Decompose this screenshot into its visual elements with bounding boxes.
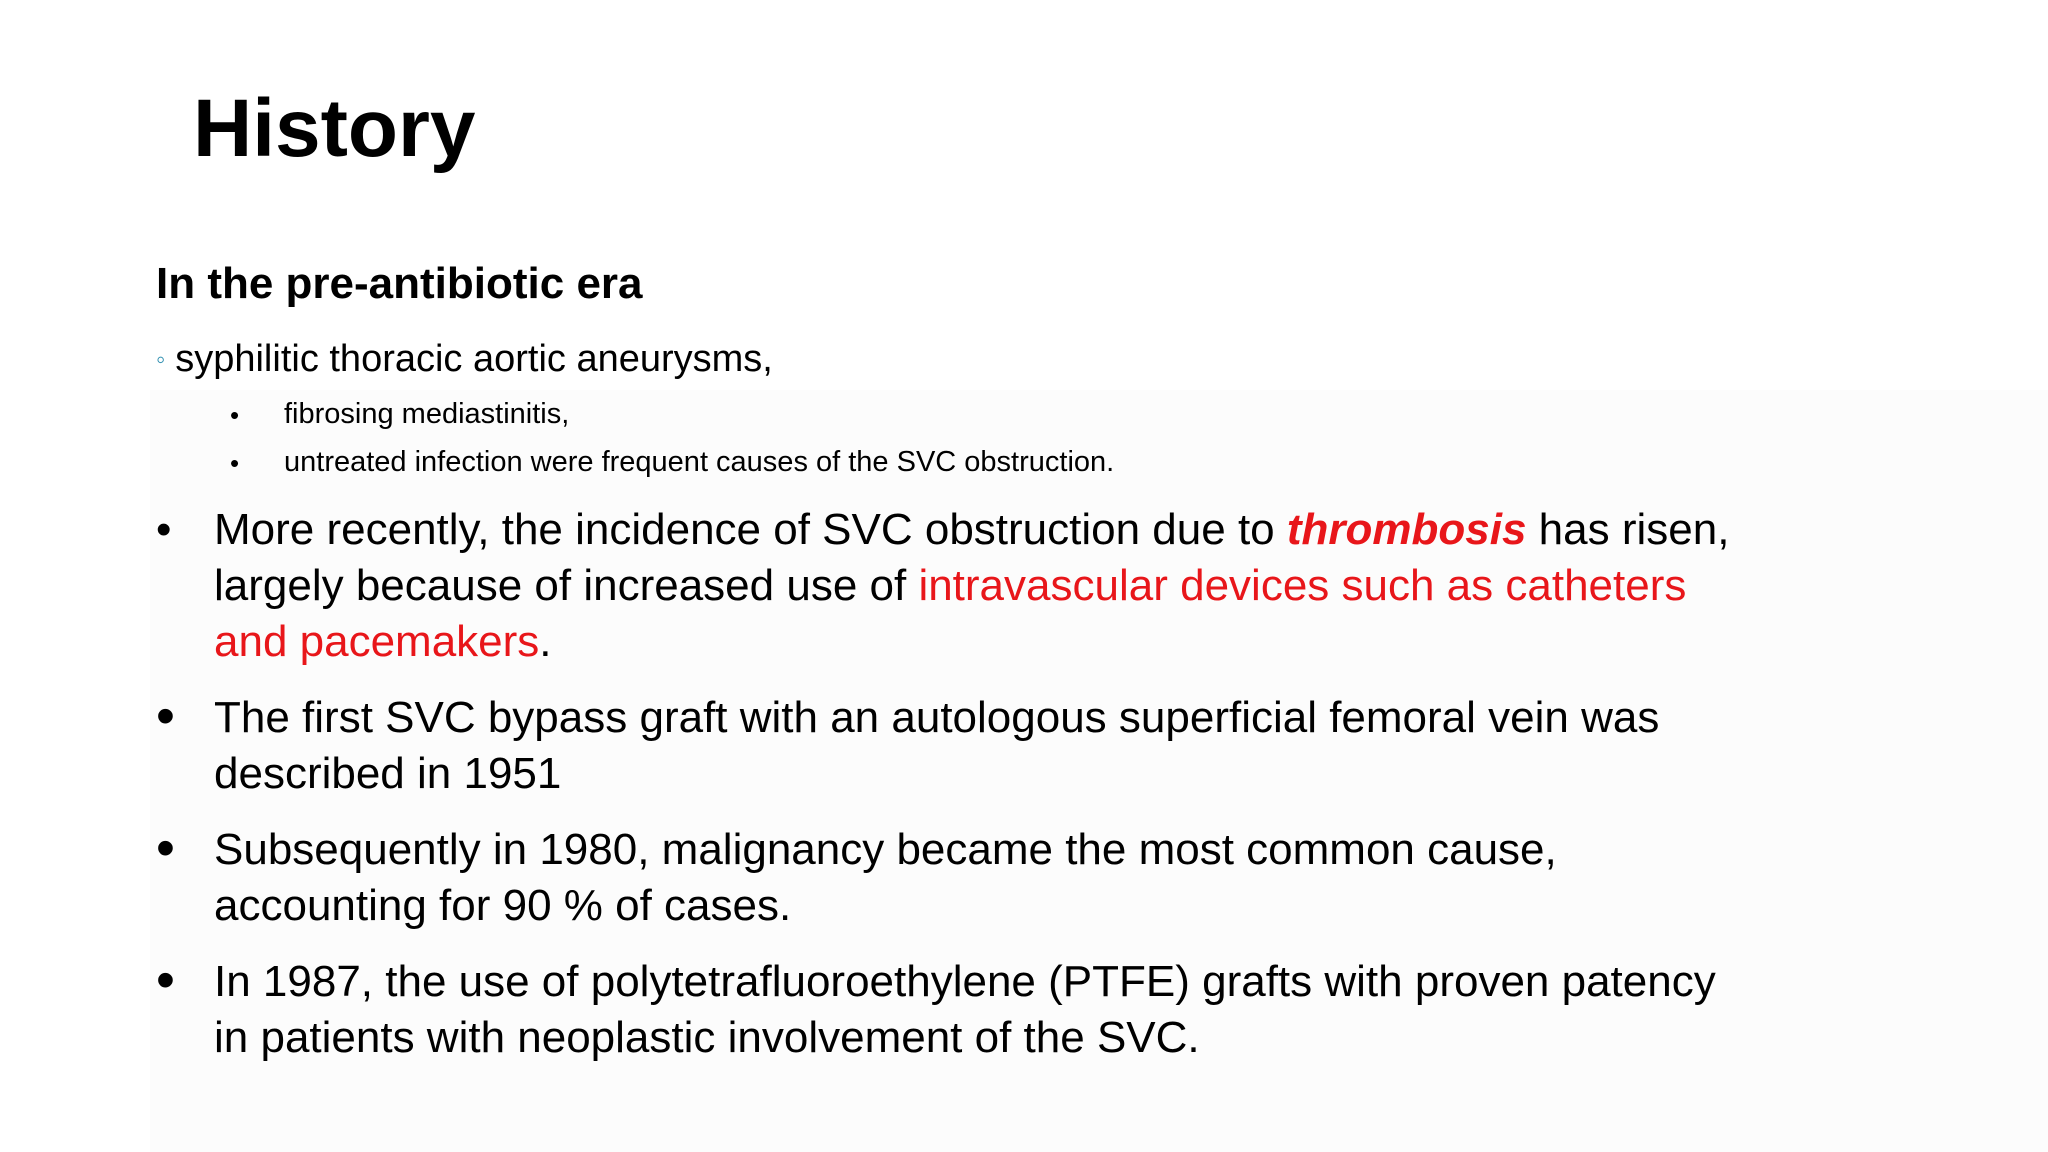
section-heading: In the pre-antibiotic era <box>156 259 643 308</box>
emphasis-thrombosis: thrombosis <box>1286 505 1527 554</box>
bullet-text: Subsequently in 1980, malignancy became the most common cause, accounting for 90 % of cases. <box>214 825 1557 930</box>
list-item-text: syphilitic thoracic aortic aneurysms, <box>175 338 773 380</box>
bullet-text: The first SVC bypass graft with an autologous superficial femoral vein was described in 1951 <box>214 693 1660 798</box>
bullet-item <box>156 818 1756 934</box>
bullet-item <box>156 502 1756 670</box>
bullet-text-part: More recently, the incidence of SVC obstruction due to <box>214 505 1287 554</box>
bullet-item <box>156 950 1756 1066</box>
ring-bullet-icon: ◦ <box>156 344 166 374</box>
bullet-text-part: has risen, largely because of increased use of <box>214 505 1730 610</box>
bullet-text: In 1987, the use of polytetrafluoroethylene (PTFE) grafts with proven patency in patients with neoplastic involvement of the SVC. <box>214 957 1716 1062</box>
bullet-text <box>214 502 1756 670</box>
bullet-icon: • <box>156 505 172 554</box>
nested-list-item <box>230 448 1114 477</box>
nested-list-item-text: fibrosing mediastinitis, <box>284 398 570 430</box>
bullet-text-part: . <box>539 617 552 666</box>
bullet-icon: • <box>156 686 175 746</box>
nested-list-item-text: untreated infection were frequent causes of the SVC obstruction. <box>284 446 1115 478</box>
bullet-icon: • <box>230 399 240 430</box>
highlight-devices: intravascular devices such as catheters and pacemakers <box>214 561 1687 666</box>
bullet-item <box>156 686 1756 802</box>
bullet-icon: • <box>156 950 175 1010</box>
nested-list-item <box>230 400 569 429</box>
bullet-icon: • <box>230 447 240 478</box>
bullet-icon: • <box>156 818 175 878</box>
slide-title: History <box>193 83 476 174</box>
list-item <box>156 340 773 378</box>
